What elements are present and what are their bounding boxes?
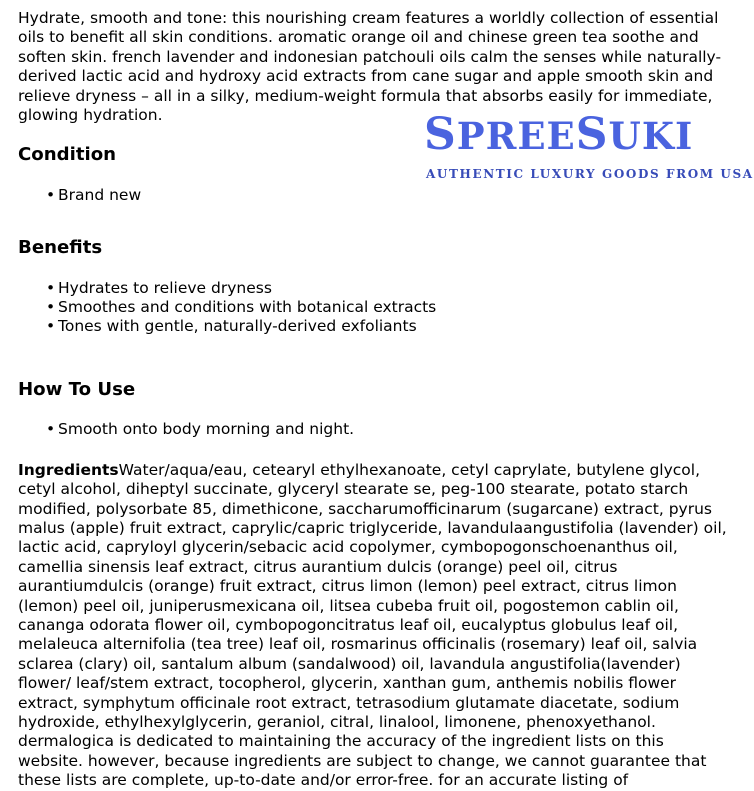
ingredients-text: Water/aqua/eau, cetearyl ethylhexanoate, cetyl caprylate, butylene glycol, cetyl alcohol, diheptyl succinate, glyceryl stearate se, peg-100 stearate, potato starch modified, polysorbate 85, dimethicone, saccharumofficinarum (sugarcane) extract, pyrus malus (apple) fruit extract, caprylic/capric triglyceride, lavandulaangustifolia (lavender) oil, lactic acid, capryloyl glycerin/sebacic acid copolymer, cymbopogonschoenanthus oil, camellia sinensis leaf extract, citrus aurantium dulcis (orange) peel oil, citrus aurantiumdulcis (orange) fruit extract, citrus limon (lemon) peel extract, citrus limon (lemon) peel oil, juniperusmexicana oil, litsea cubeba fruit oil, pogostemon cablin oil, cananga odorata flower oil, cymbopogoncitratus leaf oil, eucalyptus globulus leaf oil, melaleuca alternifolia (tea tree) leaf oil, rosmarinus officinalis (rosemary) leaf oil, salvia sclarea (clary) oil, santalum album (sandalwood) oil, lavandula angustifolia(lavender) flower/ leaf/stem extract, tocopherol, glycerin, xanthan gum, anthemis nobilis flower extract, symphytum officinale root extract, tetrasodium glutamate diacetate, sodium hydroxide, ethylhexylglycerin, geraniol, citral, linalool, limonene, phenoxyethanol. dermalogica is dedicated to maintaining the accuracy of the ingredient lists on this website. however, because ingredients are subject to change, we cannot guarantee that these lists are complete, up-to-date and/or error-free. for an accurate listing of	[18, 460, 727, 790]
list-item: • Tones with gentle, naturally-derived exfoliants	[18, 317, 728, 336]
list-item: • Smooth onto body morning and night.	[18, 420, 728, 439]
how-to-use-heading: How To Use	[18, 378, 136, 400]
logo-letters: PREE	[456, 114, 576, 158]
intro-paragraph: Hydrate, smooth and tone: this nourishing cream features a worldly collection of essential oils to benefit all skin conditions. aromatic orange oil and chinese green tea soothe and soften skin. french lavender and indonesian patchouli oils calm the senses while naturally-derived lactic acid and hydroxy acid extracts from cane sugar and apple smooth skin and relieve dryness – all in a silky, medium-weight formula that absorbs easily for immediate, glowing hydration.	[18, 9, 722, 125]
list-item: • Hydrates to relieve dryness	[18, 279, 728, 298]
benefits-heading: Benefits	[18, 237, 103, 259]
ingredients-heading: Ingredients	[18, 460, 119, 479]
spreesuki-logo	[424, 109, 754, 182]
logo-letters: UKI	[608, 114, 694, 158]
condition-list	[18, 186, 728, 205]
how-to-use-list	[18, 420, 728, 439]
logo-wordmark	[424, 110, 720, 161]
ingredients-paragraph	[18, 461, 728, 791]
logo-tagline: AUTHENTIC LUXURY GOODS FROM USA	[426, 167, 754, 181]
benefits-list	[18, 279, 728, 337]
condition-heading: Condition	[18, 144, 117, 166]
logo-letter: S	[575, 109, 609, 160]
logo-letter: S	[424, 109, 457, 160]
list-item: • Brand new	[18, 186, 728, 205]
list-item: • Smoothes and conditions with botanical extracts	[18, 298, 728, 317]
